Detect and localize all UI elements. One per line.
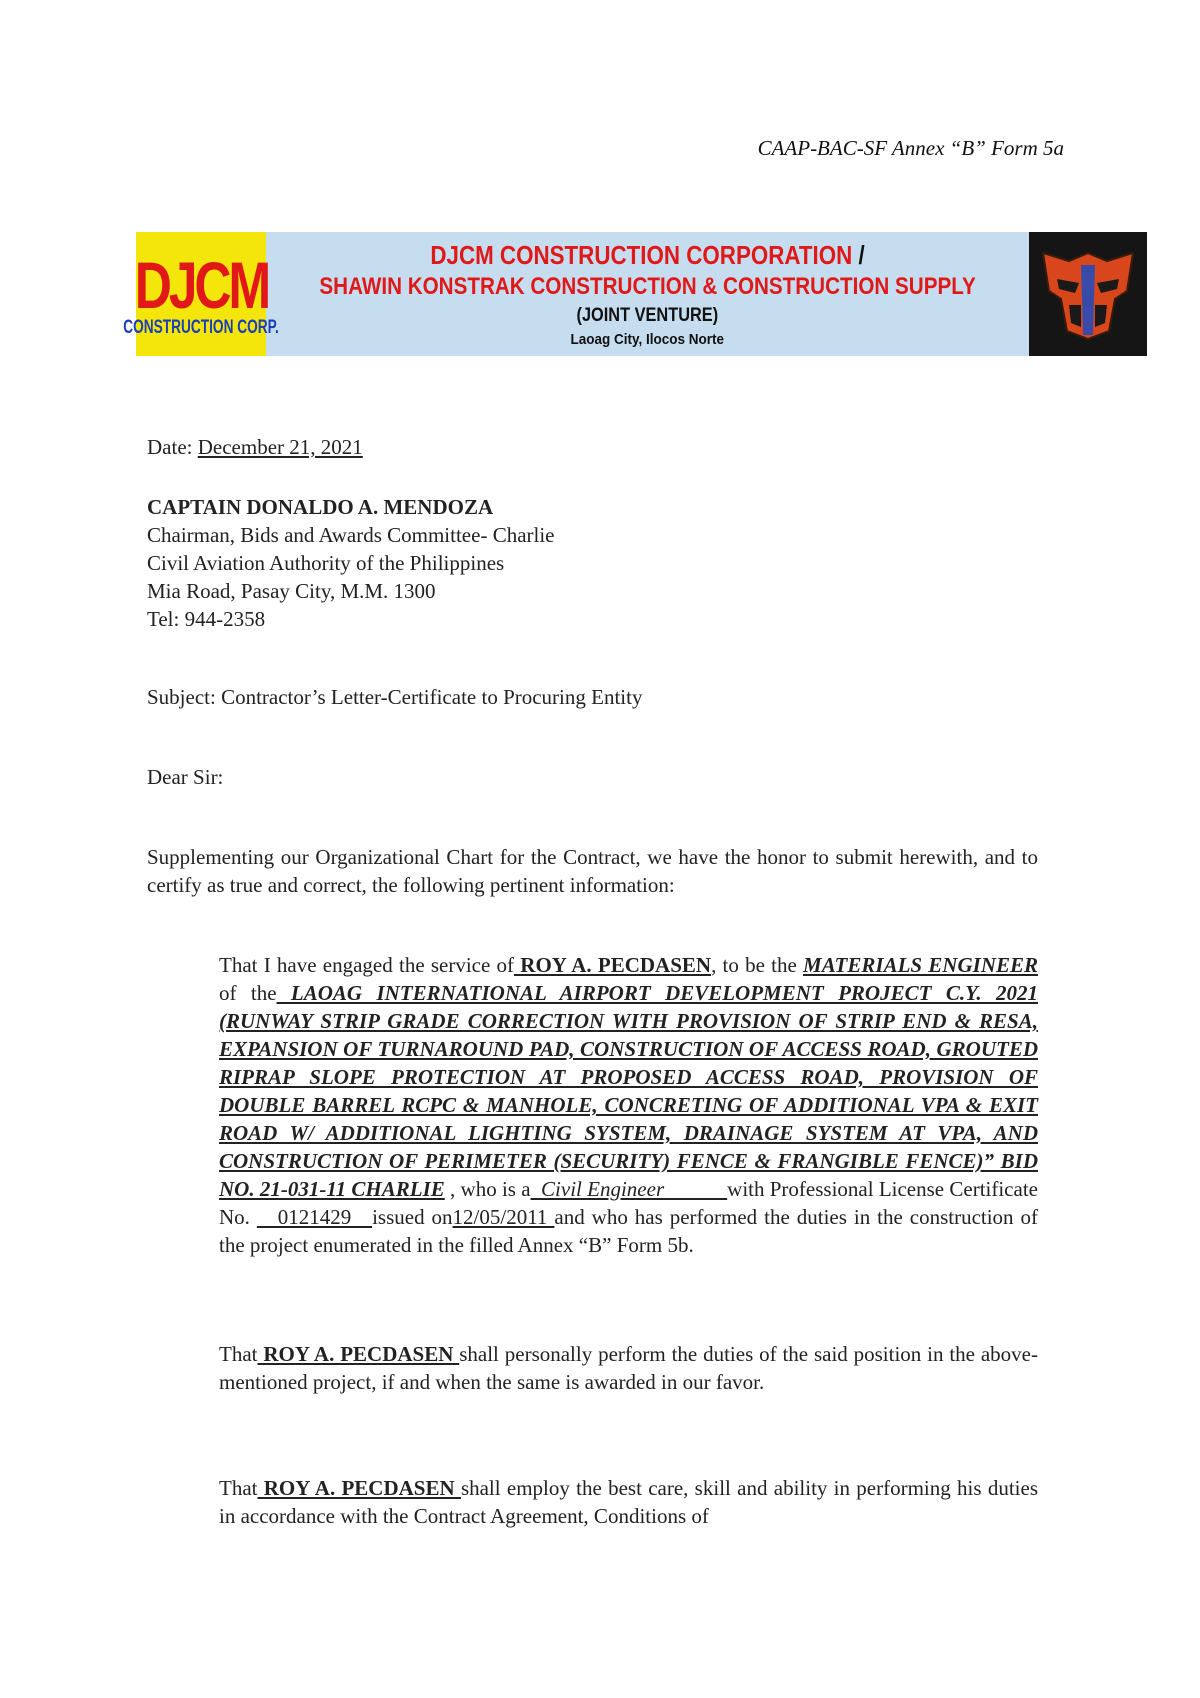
letterhead-text [266,232,1029,356]
issue-date: 12/05/2011 [452,1205,555,1229]
letterhead-banner [123,232,1083,356]
joint-venture-label: (JOINT VENTURE) [576,305,719,326]
engineer-name: ROY A. PECDASEN [257,1476,461,1500]
company-location: Laoag City, Ilocos Norte [570,331,725,348]
company-name-line2: SHAWIN KONSTRAK CONSTRUCTION & CONSTRUCTION SUPPLY [319,273,976,300]
license-number: 0121429 [256,1205,373,1229]
recipient-title: Chairman, Bids and Awards Committee- Charlie [147,523,555,547]
salutation: Dear Sir: [147,765,224,789]
company-logo [123,232,279,356]
letter-date: Date: December 21, 2021 [147,435,363,459]
position-title: MATERIALS ENGINEER [803,953,1039,977]
logo-text: DJCM [134,248,268,322]
profession: Civil Engineer [530,1177,728,1201]
recipient-block [147,493,555,633]
paragraph-best-care: That ROY A. PECDASEN shall employ the best care, skill and ability in performing his duties in accordance with the Contract Agreement, Conditions of [219,1476,1038,1528]
recipient-address: Mia Road, Pasay City, M.M. 1300 [147,579,436,603]
recipient-org: Civil Aviation Authority of the Philippines [147,551,505,575]
engineer-name: ROY A. PECDASEN [257,1342,460,1366]
recipient-tel: Tel: 944-2358 [147,607,266,631]
company-name-line1: DJCM CONSTRUCTION CORPORATION / [430,240,865,270]
paragraph-perform-duties: That ROY A. PECDASEN shall personally perform the duties of the said position in the above-mentioned project, if and when the same is awarded in our favor. [219,1342,1038,1394]
engineer-name: ROY A. PECDASEN [514,953,712,977]
logo-subtext: CONSTRUCTION CORP. [123,317,279,338]
intro-paragraph: Supplementing our Organizational Chart for the Contract, we have the honor to submit herewith, and to certify as true and correct, the following pertinent information: [147,845,1038,897]
form-reference: CAAP-BAC-SF Annex “B” Form 5a [757,136,1064,160]
recipient-name: CAPTAIN DONALDO A. MENDOZA [147,495,494,519]
project-title: LAOAG INTERNATIONAL AIRPORT DEVELOPMENT PROJECT C.Y. 2021 (RUNWAY STRIP GRADE CORRECTION WITH PROVISION OF STRIP END & RESA, EXPANSION OF TURNAROUND PAD, CONSTRUCTION OF ACCESS ROAD, GROUTED RIPRAP SLOPE PROTECTION AT PROPOSED ACCESS ROAD, PROVISION OF DOUBLE BARREL RCPC & MANHOLE, CONCRETING OF ADDITIONAL VPA & EXIT ROAD W/ ADDITIONAL LIGHTING SYSTEM, DRAINAGE SYSTEM AT VPA, AND CONSTRUCTION OF PERIMETER (SECURITY) FENCE & FRANGIBLE FENCE)” BID NO. 21-031-11 CHARLIE [219,981,1038,1201]
date-value: December 21, 2021 [197,435,363,459]
subject-line: Subject: Contractor’s Letter-Certificate to Procuring Entity [147,685,643,709]
robot-emblem-icon [1029,232,1147,356]
paragraph-engagement: That I have engaged the service of ROY A. PECDASEN, to be the MATERIALS ENGINEER of the LAOAG INTERNATIONAL AIRPORT DEVELOPMENT PROJECT C.Y. 2021 (RUNWAY STRIP GRADE CORRECTION WITH PROVISION OF STRIP END & RESA, EXPANSION OF TURNAROUND PAD, CONSTRUCTION OF ACCESS ROAD, GROUTED RIPRAP SLOPE PROTECTION AT PROPOSED ACCESS ROAD, PROVISION OF DOUBLE BARREL RCPC & MANHOLE, CONCRETING OF ADDITIONAL VPA & EXIT ROAD W/ ADDITIONAL LIGHTING SYSTEM, DRAINAGE SYSTEM AT VPA, AND CONSTRUCTION OF PERIMETER (SECURITY) FENCE & FRANGIBLE FENCE)” BID NO. 21-031-11 CHARLIE , who is a Civil Engineer with Professional License Certificate No. 0121429 issued on12/05/2011 and who has performed the duties in the construction of the project enumerated in the filled Annex “B” Form 5b. [219,953,1039,1257]
